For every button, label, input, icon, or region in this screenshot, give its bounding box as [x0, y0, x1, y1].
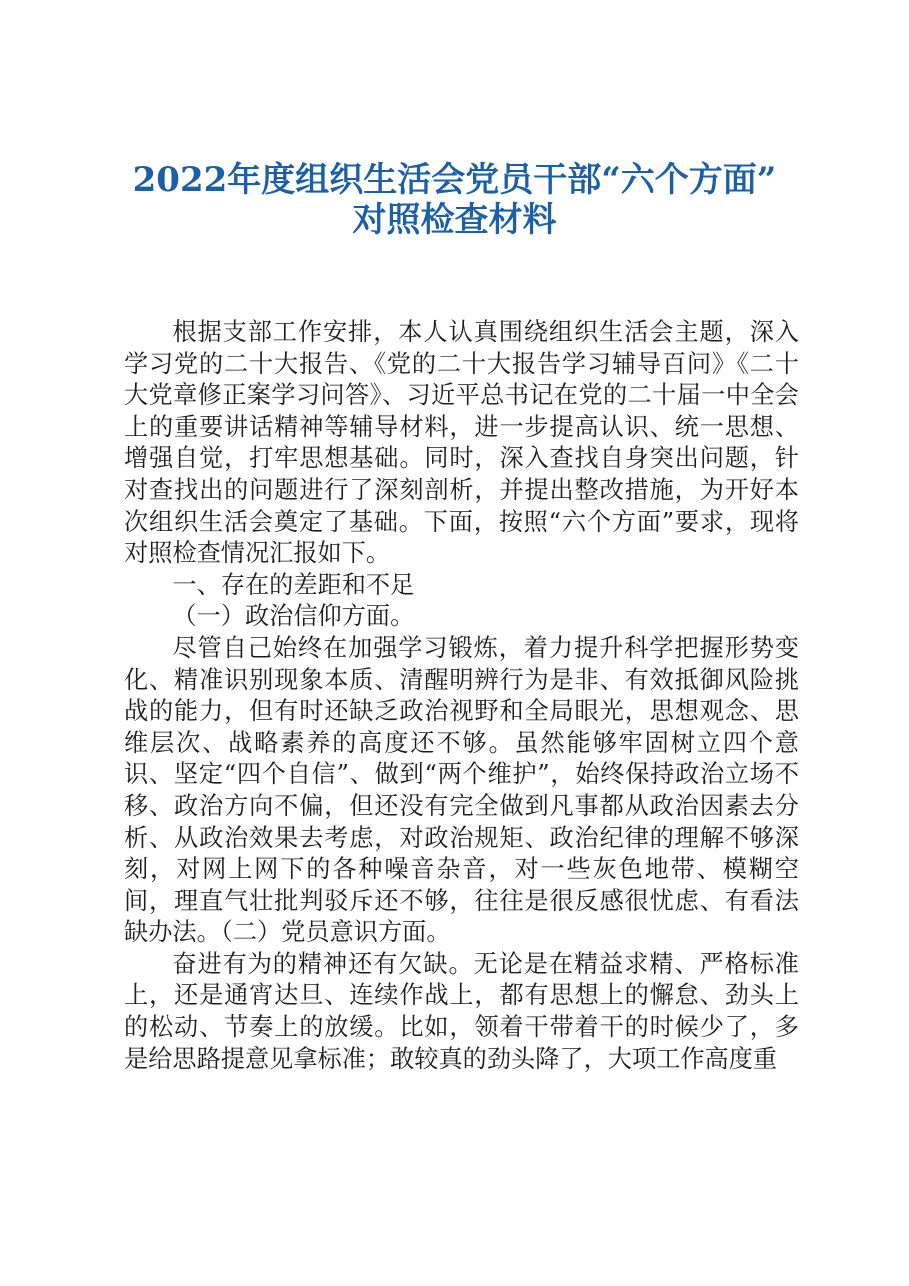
document-title-line-1: 2022年度组织生活会党员干部“六个方面”: [132, 160, 777, 200]
intro-paragraph: 根据支部工作安排，本人认真围绕组织生活会主题，深入学习党的二十大报告、《党的二十大报告学习辅导百问》《二十大党章修正案学习问答》、习近平总书记在党的二十届一中全会上的重要讲话精神等辅导材料，进一步提高认识、统一思想、增强自觉，打牢思想基础。同时，深入查找自身突出问题，针对查找出的问题进行了深刻剖析，并提出整改措施，为开好本次组织生活会奠定了基础。下面，按照“六个方面”要求，现将对照检查情况汇报如下。: [124, 318, 799, 568]
party-awareness-paragraph: 奋进有为的精神还有欠缺。无论是在精益求精、严格标准上，还是通宵达旦、连续作战上，都有思想上的懈怠、劲头上的松动、节奏上的放缓。比如，领着干带着干的时候少了，多是给思路提意见拿标准；敢较真的劲头降了，大项工作高度重: [124, 949, 799, 1073]
document-title-line-2: 对照检查材料: [352, 200, 557, 240]
document-body: [124, 317, 799, 1075]
subsection-heading-political-belief: （一）政治信仰方面。: [172, 602, 415, 631]
political-belief-paragraph: 尽管自己始终在加强学习锻炼，着力提升科学把握形势变化、精准识别现象本质、清醒明辨行为是非、有效抵御风险挑战的能力，但有时还缺乏政治视野和全局眼光，思想观念、思维层次、战略素养的高度还不够。虽然能够牢固树立四个意识、坚定“四个自信”、做到“两个维护”，始终保持政治立场不移、政治方向不偏，但还没有完全做到凡事都从政治因素去分析、从政治效果去考虑，对政治规矩、政治纪律的理解不够深刻，对网上网下的各种噪音杂音，对一些灰色地带、模糊空间，理直气壮批判驳斥还不够，往往是很反感很忧虑、有看法缺办法。（二）党员意识方面。: [124, 633, 799, 947]
section-heading-1: 一、存在的差距和不足: [172, 570, 415, 599]
